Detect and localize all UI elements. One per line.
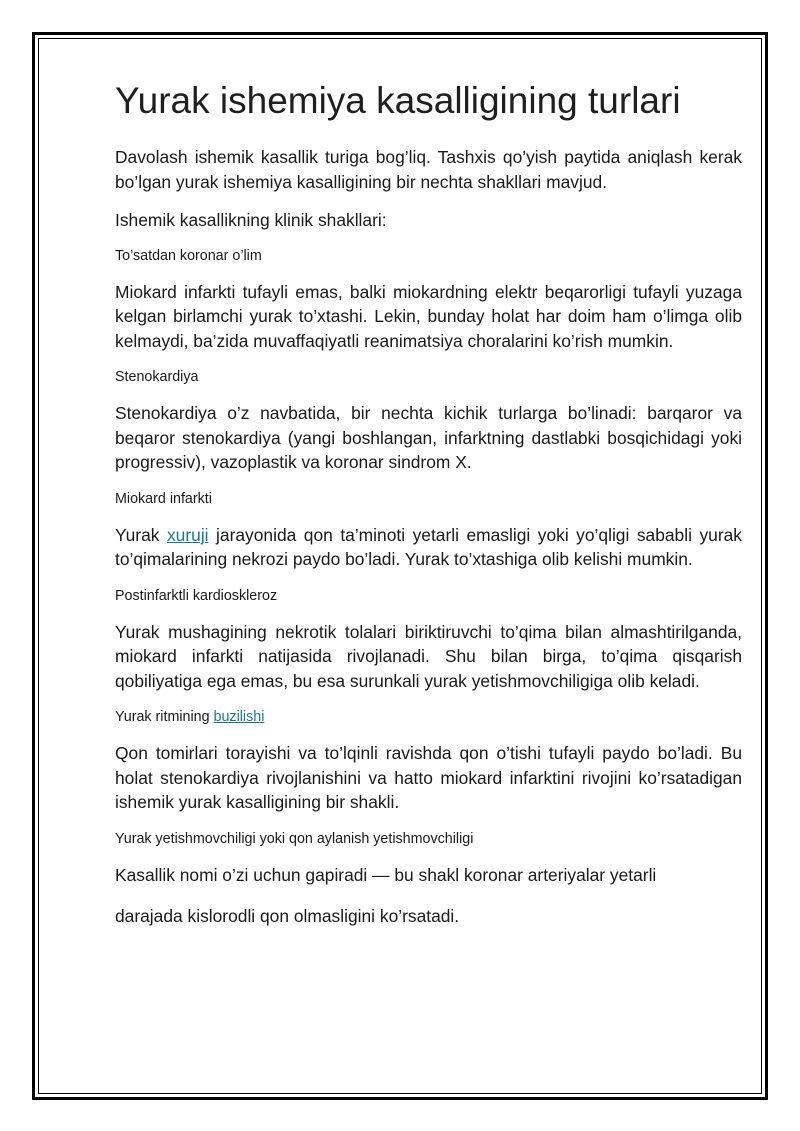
intro-paragraph: Davolash ishemik kasallik turiga bog’liq. Tashxis qo’yish paytida aniqlash kerak bo’lgan yurak ishemiya kasalligining bir nechta shakllari mavjud. <box>115 147 742 192</box>
link-buzilishi[interactable]: buzilishi <box>213 709 265 725</box>
page-title: Yurak ishemiya kasalligining turlari <box>115 80 681 121</box>
arrhythmia-heading-start: Yurak ritmining <box>115 709 214 725</box>
section-text-arrhythmia: Qon tomirlari torayishi va to’lqinli ravishda qon o’tishi tufayli paydo bo’ladi. Bu holat stenokardiya rivojlanishini va hatto miokard infarktini rivojini ko’rsatadigan ishemik yurak kasalligining bir shakli. <box>115 743 742 812</box>
mi-text-end: jarayonida qon ta’minoti yetarli emasligi yoki yo’qligi sababli yurak to’qimalarining nekrozi paydo bo’ladi. Yurak to’xtashiga olib kelishi mumkin. <box>115 524 742 569</box>
section-text-angina: Stenokardiya o’z navbatida, bir nechta kichik turlarga bo’linadi: barqaror va beqaror stenokardiya (yangi boshlangan, infarktning dastlabki bosqichidagi yoki progressiv), vazoplastik va koronar sindrom X. <box>115 403 742 472</box>
section-text-heart-failure-line2: darajada kislorodli qon olmasligini ko’rsatadi. <box>115 906 460 926</box>
section-text-cardiosclerosis: Yurak mushagining nekrotik tolalari biriktiruvchi to’qima bilan almashtirilganda, miokard infarkti natijasida rivojlanadi. Shu bilan birga, to’qima qisqarish qobiliyatiga ega emas, bu esa surunkali yurak yetishmovchiligiga olib keladi. <box>115 621 742 691</box>
clinical-forms-heading: Ishemik kasallikning klinik shakllari: <box>115 210 387 230</box>
section-text-myocardial-infarction <box>115 523 742 572</box>
mi-text-start: Yurak <box>115 524 167 545</box>
section-text-sudden-death: Miokard infarkti tufayli emas, balki miokardning elektr beqarorligi tufayli yuzaga kelgan birlamchi yurak to’xtashi. Lekin, bunday holat har doim ham o’limga olib kelmaydi, ba’zida muvaffaqiyatli reanimatsiya choralarini ko’rish mumkin. <box>115 281 742 351</box>
document-body <box>115 78 742 943</box>
section-heading-cardiosclerosis: Postinfarktli kardioskleroz <box>115 587 278 604</box>
section-heading-angina: Stenokardiya <box>115 369 199 385</box>
section-heading-arrhythmia <box>115 707 742 727</box>
section-heading-heart-failure: Yurak yetishmovchiligi yoki qon aylanish yetishmovchiligi <box>115 830 474 847</box>
section-text-heart-failure-line1: Kasallik nomi o’zi uchun gapiradi — bu shakl koronar arteriyalar yetarli <box>115 864 657 885</box>
link-xuruji[interactable]: xuruji <box>166 524 209 545</box>
section-heading-myocardial-infarction: Miokard infarkti <box>115 490 212 507</box>
section-heading-sudden-death: To’satdan koronar o’lim <box>115 247 262 264</box>
